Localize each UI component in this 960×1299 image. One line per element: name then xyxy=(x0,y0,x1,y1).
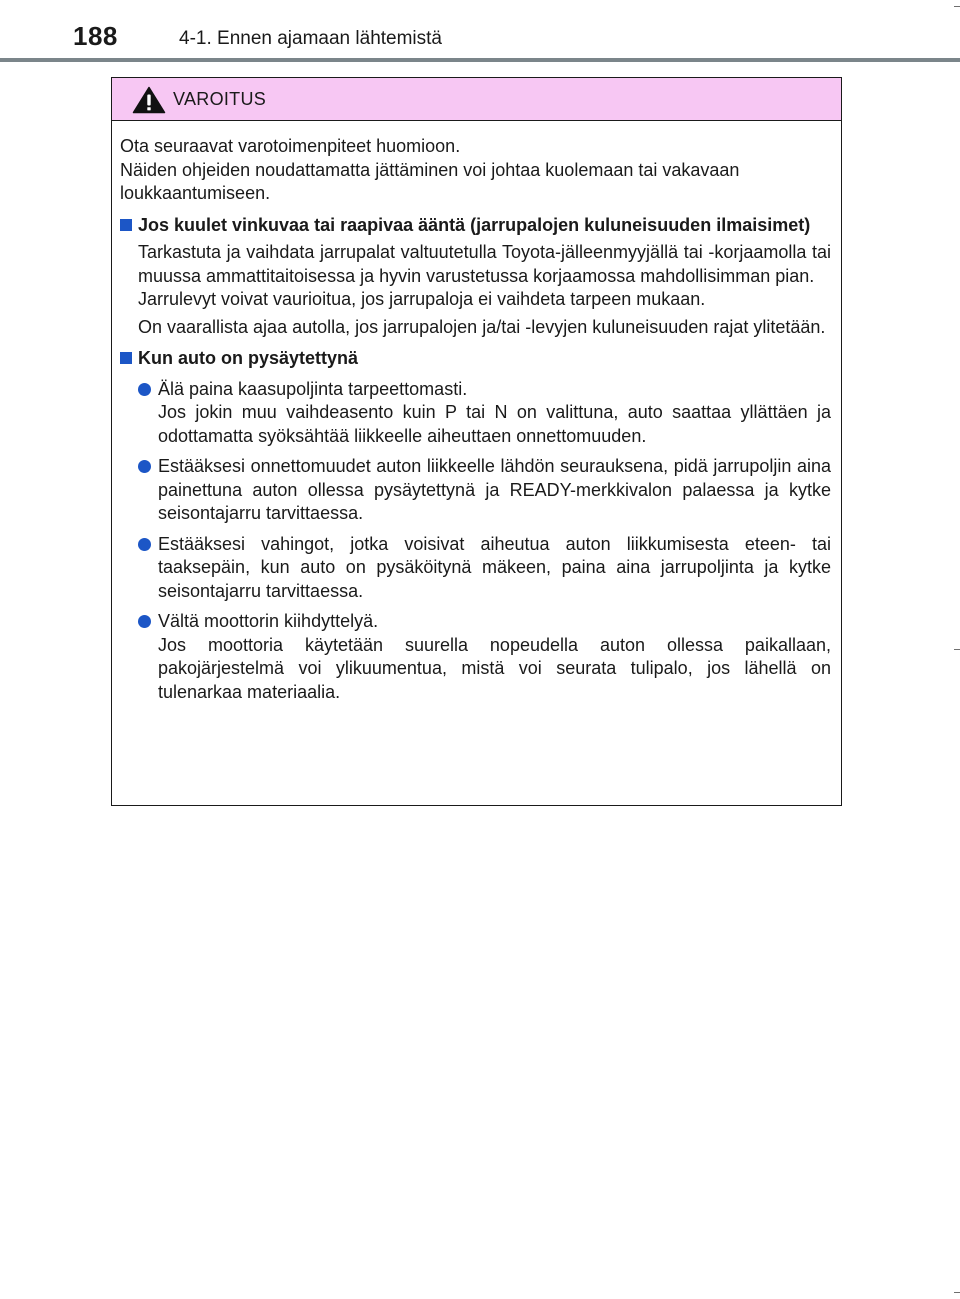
warning-title: VAROITUS xyxy=(173,89,267,109)
header-rule xyxy=(0,58,960,62)
crop-mark xyxy=(954,1292,960,1293)
bullet-line: Estääksesi vahingot, jotka voisivat aiheutua auton liikkumisesta eteen- tai taaksepäin, kun auto on pysäköitynä mäkeen, paina aina jarrupoljinta ja kytke seisontajarru tarvittaessa. xyxy=(158,533,831,601)
crop-mark xyxy=(954,6,960,7)
bullet-line: Estääksesi onnettomuudet auton liikkeelle lähdön seurauksena, pidä jarrupoljin aina painettuna auton ollessa pysäytettynä ja READY-merkkivalon palaessa ja kytke seisontajarru tarvittaessa. xyxy=(158,456,831,523)
warning-header xyxy=(112,78,841,121)
bullet-item xyxy=(138,455,831,526)
warning-intro xyxy=(120,135,831,206)
bullet-item xyxy=(138,378,831,449)
crop-mark xyxy=(954,649,960,650)
paragraph xyxy=(138,316,831,340)
topic-brake-pad-wear xyxy=(120,214,831,340)
paragraph-line: Tarkastuta ja vaihdata jarrupalat valtuutetulla Toyota-jälleenmyyjällä tai -korjaamolla tai muussa ammattitaitoisessa ja hyvin varustetussa korjaamossa mahdollisimman pian. xyxy=(138,242,831,286)
bullet-line: Jos moottoria käytetään suurella nopeudella auton ollessa paikallaan, pakojärjestelmä voi ylikuumentua, mistä voi seurata tulipalo, jos lähellä on tulenarkaa materiaalia. xyxy=(158,634,831,702)
topic-heading xyxy=(120,214,831,238)
page-header xyxy=(0,0,960,60)
topic-heading-text: Kun auto on pysäytettynä xyxy=(138,348,359,368)
bullet-line: Älä paina kaasupoljinta tarpeettomasti. xyxy=(158,378,468,399)
bullet-item xyxy=(138,610,831,704)
circle-bullet-icon xyxy=(138,383,151,396)
section-title: 4-1. Ennen ajamaan lähtemistä xyxy=(179,28,442,49)
square-bullet-icon xyxy=(120,352,132,364)
circle-bullet-icon xyxy=(138,615,151,628)
bullet-item xyxy=(138,533,831,604)
circle-bullet-icon xyxy=(138,538,151,551)
paragraph xyxy=(138,241,831,312)
warning-box xyxy=(111,77,842,806)
topic-heading xyxy=(120,347,831,371)
paragraph-line: Jarrulevyt voivat vaurioitua, jos jarrupaloja ei vaihdeta tarpeen mukaan. xyxy=(138,289,706,309)
circle-bullet-icon xyxy=(138,460,151,473)
topic-heading-text: Jos kuulet vinkuvaa tai raapivaa ääntä (jarrupalojen kuluneisuuden ilmaisimet) xyxy=(138,214,811,235)
warning-body xyxy=(112,121,841,704)
page-number: 188 xyxy=(73,21,118,51)
intro-line: Ota seuraavat varotoimenpiteet huomioon. xyxy=(120,136,461,156)
paragraph-line: On vaarallista ajaa autolla, jos jarrupalojen ja/tai -levyjen kuluneisuuden rajat ylitetään. xyxy=(138,316,826,337)
topic-vehicle-stopped xyxy=(120,347,831,704)
intro-line: Näiden ohjeiden noudattamatta jättäminen voi johtaa kuolemaan tai vakavaan loukkaantumiseen. xyxy=(120,159,740,203)
bullet-line: Jos jokin muu vaihdeasento kuin P tai N on valittuna, auto saattaa yllättäen ja odottamatta syöksähtää liikkeelle aiheuttaen onnettomuuden. xyxy=(158,402,831,446)
square-bullet-icon xyxy=(120,219,132,231)
bullet-line: Vältä moottorin kiihdyttelyä. xyxy=(158,611,379,631)
warning-triangle-icon xyxy=(132,86,166,114)
